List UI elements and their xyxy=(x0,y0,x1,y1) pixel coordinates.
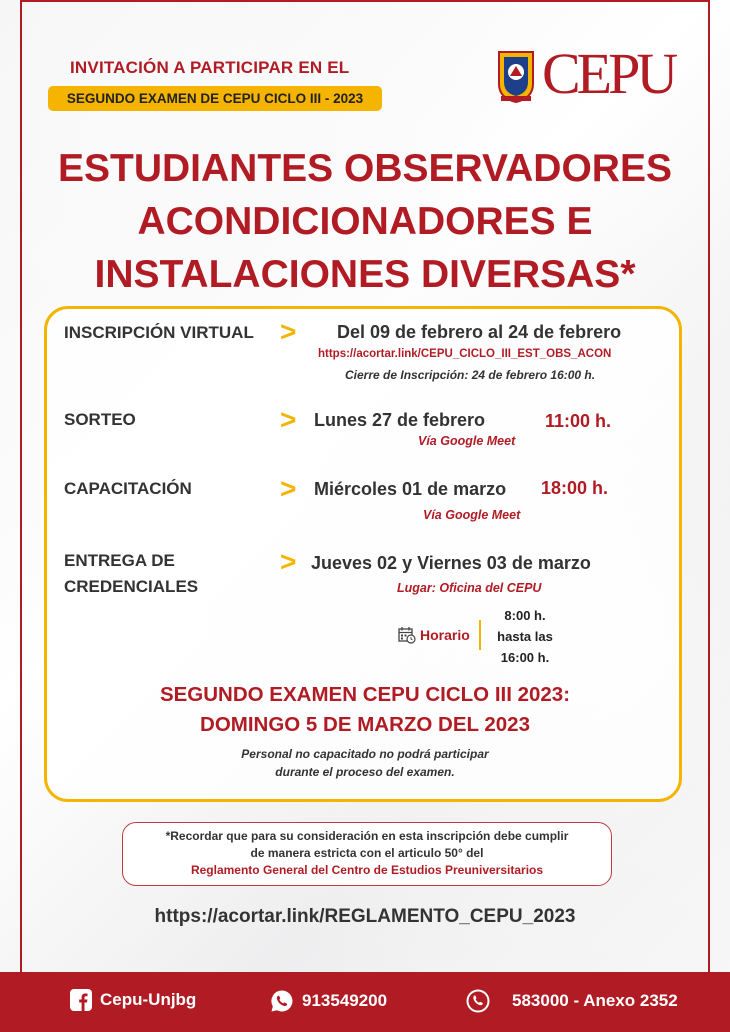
headline-line-1: ESTUDIANTES OBSERVADORES xyxy=(58,147,672,190)
capacitacion-time: 18:00 h. xyxy=(541,478,609,498)
exam-note-line-1: Personal no capacitado no podrá participar xyxy=(241,747,489,761)
headline-line-2: ACONDICIONADORES E xyxy=(137,200,593,243)
university-seal-icon xyxy=(495,48,537,104)
hours-line-3: 16:00 h. xyxy=(500,650,550,665)
sorteo-date: Lunes 27 de febrero xyxy=(314,410,486,430)
sorteo-time: 11:00 h. xyxy=(545,411,612,431)
inscripcion-dates: Del 09 de febrero al 24 de febrero xyxy=(337,322,622,342)
horario-label: Horario xyxy=(420,627,470,643)
inscripcion-link[interactable]: https://acortar.link/CEPU_CICLO_III_EST_OBS_ACON xyxy=(318,348,612,360)
invitation-text: INVITACIÓN A PARTICIPAR EN EL xyxy=(70,58,350,77)
hours-line-1: 8:00 h. xyxy=(504,608,546,623)
exam-date: DOMINGO 5 DE MARZO DEL 2023 xyxy=(200,713,530,736)
whatsapp-contact[interactable] xyxy=(270,989,387,1013)
reminder-line-1: *Recordar que para su consideración en esta inscripción debe cumplir xyxy=(165,829,569,843)
capacitacion-label: CAPACITACIÓN xyxy=(64,479,192,498)
facebook-icon xyxy=(70,989,92,1011)
phone-contact[interactable] xyxy=(466,989,678,1013)
inscripcion-cierre: Cierre de Inscripción: 24 de febrero 16:00 h. xyxy=(345,368,596,382)
calendar-clock-icon xyxy=(398,626,416,644)
exam-tag: SEGUNDO EXAMEN DE CEPU CICLO III - 2023 xyxy=(48,86,382,111)
facebook-handle: Cepu-Unjbg xyxy=(100,990,197,1009)
chevron-right-icon: > xyxy=(280,546,297,577)
exam-note-line-2: durante el proceso del examen. xyxy=(275,765,455,779)
entrega-label-line-1: ENTREGA DE xyxy=(64,551,175,570)
chevron-right-icon: > xyxy=(280,473,297,504)
entrega-lugar: Lugar: Oficina del CEPU xyxy=(397,581,542,595)
entrega-label-line-2: CREDENCIALES xyxy=(64,577,199,596)
reminder-line-2: de manera estricta con el articulo 50° del xyxy=(250,846,484,860)
inscripcion-label: INSCRIPCIÓN VIRTUAL xyxy=(64,323,254,342)
main-headline xyxy=(0,142,730,301)
entrega-date: Jueves 02 y Viernes 03 de marzo xyxy=(311,553,591,573)
horario-hours xyxy=(486,605,564,668)
sorteo-via: Vía Google Meet xyxy=(418,434,516,448)
capacitacion-date: Miércoles 01 de marzo xyxy=(314,479,507,499)
capacitacion-via: Vía Google Meet xyxy=(423,508,521,522)
reglamento-link[interactable]: https://acortar.link/REGLAMENTO_CEPU_2023 xyxy=(154,906,576,927)
whatsapp-icon xyxy=(270,989,294,1013)
phone-number: 583000 - Anexo 2352 xyxy=(512,991,678,1010)
reminder-box xyxy=(122,822,612,886)
exam-title: SEGUNDO EXAMEN CEPU CICLO III 2023: xyxy=(159,683,571,706)
facebook-contact[interactable] xyxy=(70,989,196,1011)
horario-divider xyxy=(479,620,481,650)
reminder-line-3: Reglamento General del Centro de Estudios Preuniversitarios xyxy=(190,863,544,877)
hours-line-2: hasta las xyxy=(497,629,553,644)
headline-line-3: INSTALACIONES DIVERSAS* xyxy=(94,253,636,296)
footer-bar xyxy=(0,972,730,1032)
phone-icon xyxy=(466,989,490,1013)
cepu-logo: CEPU xyxy=(542,41,675,106)
chevron-right-icon: > xyxy=(280,404,297,435)
whatsapp-number: 913549200 xyxy=(302,991,388,1010)
chevron-right-icon: > xyxy=(280,316,297,347)
sorteo-label: SORTEO xyxy=(64,410,136,429)
